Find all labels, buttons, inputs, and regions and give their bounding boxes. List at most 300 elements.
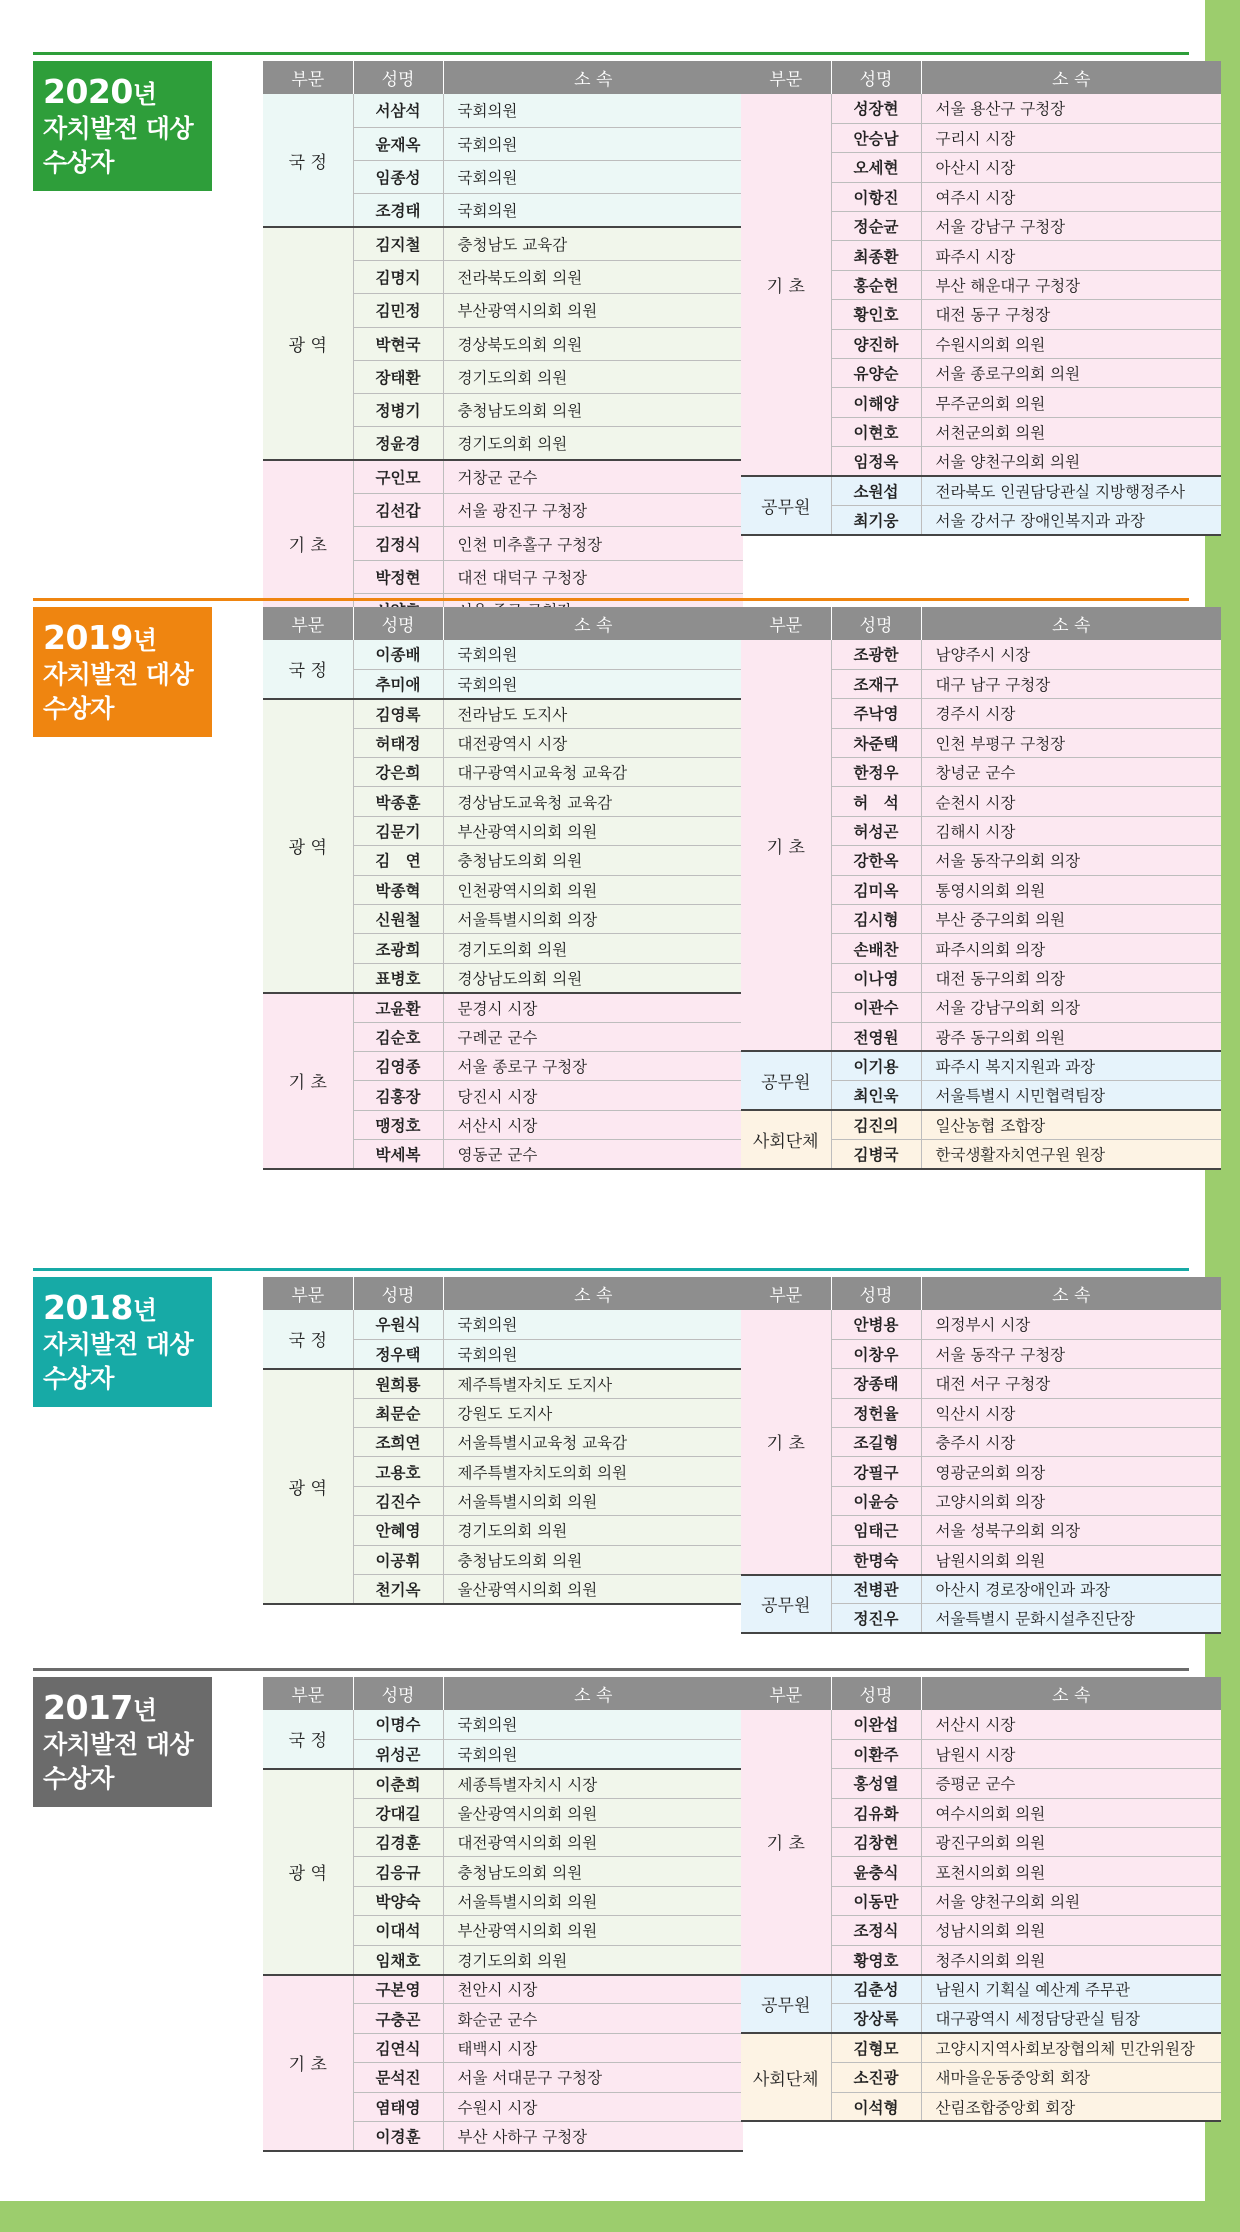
- badge-line-1: 자치발전 대상: [43, 1330, 194, 1359]
- name-header: 성명: [831, 61, 921, 94]
- badge-year: [43, 72, 212, 112]
- awardee-affiliation: 국회의원: [443, 127, 743, 160]
- awardee-affiliation: 서울 광진구 구청장: [443, 494, 743, 527]
- awardee-affiliation: 강원도 도지사: [443, 1398, 743, 1427]
- awardee-name: 이공휘: [353, 1545, 443, 1574]
- table-row: [263, 640, 743, 669]
- table-row: [741, 94, 1221, 123]
- awardee-name: 김응규: [353, 1857, 443, 1886]
- awardee-affiliation: 파주시 복지지원과 과장: [921, 1051, 1221, 1080]
- badge-line-2: 수상자: [43, 694, 114, 723]
- awardee-affiliation: 새마을운동중앙회 회장: [921, 2063, 1221, 2092]
- awardee-affiliation: 경기도의회 의원: [443, 360, 743, 393]
- table-row: [263, 1710, 743, 1739]
- awardee-name: 김민정: [353, 294, 443, 327]
- awardee-affiliation: 수원시 시장: [443, 2092, 743, 2121]
- awardee-name: 이현호: [831, 417, 921, 446]
- name-header: 성명: [353, 607, 443, 640]
- category-cell: 광 역: [263, 1369, 353, 1604]
- affiliation-header: 소 속: [921, 1277, 1221, 1310]
- category-header: 부문: [741, 1277, 831, 1310]
- year-badge: [33, 1277, 212, 1407]
- awardee-name: 이환주: [831, 1739, 921, 1768]
- category-cell: 국 정: [263, 640, 353, 699]
- awardee-name: 주낙영: [831, 699, 921, 728]
- awardee-name: 김춘성: [831, 1975, 921, 2004]
- awardee-name: 김경훈: [353, 1828, 443, 1857]
- awardee-affiliation: 광주 동구의회 의원: [921, 1022, 1221, 1051]
- award-section-2019: [33, 598, 1189, 1165]
- awardee-name: 정진우: [831, 1604, 921, 1633]
- year-suffix: 년: [132, 80, 157, 109]
- table-row: [263, 227, 743, 260]
- awardee-name: 염태영: [353, 2092, 443, 2121]
- awardee-affiliation: 고양시의회 의장: [921, 1486, 1221, 1515]
- awardee-affiliation: 남양주시 시장: [921, 640, 1221, 669]
- category-cell: 광 역: [263, 699, 353, 993]
- section-divider: [33, 1268, 1189, 1271]
- awardee-affiliation: 서울 종로구의회 의원: [921, 359, 1221, 388]
- awardee-name: 김문기: [353, 816, 443, 845]
- awardee-name: 김영록: [353, 699, 443, 728]
- awardee-affiliation: 전라남도 도지사: [443, 699, 743, 728]
- awardee-name: 김선갑: [353, 494, 443, 527]
- awardee-affiliation: 파주시 시장: [921, 241, 1221, 270]
- awardee-name: 조재구: [831, 669, 921, 698]
- awardee-name: 조정식: [831, 1916, 921, 1945]
- awardee-affiliation: 서산시 시장: [443, 1110, 743, 1139]
- table-row: [263, 1975, 743, 2004]
- awardee-name: 김 연: [353, 846, 443, 875]
- year-number: 2020: [43, 72, 133, 111]
- table-row: [741, 476, 1221, 505]
- table-row: [741, 1051, 1221, 1080]
- awardee-name: 조경태: [353, 194, 443, 227]
- awardee-affiliation: 남원시의회 의원: [921, 1545, 1221, 1574]
- awardee-name: 정헌율: [831, 1398, 921, 1427]
- awardee-name: 이창우: [831, 1339, 921, 1368]
- awardee-name: 임정옥: [831, 447, 921, 476]
- awardee-affiliation: 포천시의회 의원: [921, 1857, 1221, 1886]
- left-awardee-table: [263, 1677, 743, 2152]
- category-cell: 기 초: [263, 993, 353, 1169]
- awardee-affiliation: 구례군 군수: [443, 1022, 743, 1051]
- awardee-name: 이춘희: [353, 1769, 443, 1798]
- awardee-name: 전영원: [831, 1022, 921, 1051]
- awardee-name: 이항진: [831, 182, 921, 211]
- awardee-affiliation: 파주시의회 의장: [921, 934, 1221, 963]
- category-header: 부문: [741, 1677, 831, 1710]
- affiliation-header: 소 속: [443, 1277, 743, 1310]
- awardee-name: 안혜영: [353, 1516, 443, 1545]
- awardee-name: 김홍장: [353, 1081, 443, 1110]
- awardee-name: 조광희: [353, 934, 443, 963]
- table-row: [263, 94, 743, 127]
- awardee-name: 장상록: [831, 2004, 921, 2033]
- awardee-affiliation: 인천 미추홀구 구청장: [443, 527, 743, 560]
- year-suffix: 년: [132, 1296, 157, 1325]
- awardee-name: 김창현: [831, 1828, 921, 1857]
- awardee-affiliation: 부산광역시의회 의원: [443, 1916, 743, 1945]
- awardee-affiliation: 수원시의회 의원: [921, 329, 1221, 358]
- category-header: 부문: [263, 1677, 353, 1710]
- awardee-affiliation: 대전광역시의회 의원: [443, 1828, 743, 1857]
- table-row: [741, 1110, 1221, 1139]
- awardee-name: 고윤환: [353, 993, 443, 1022]
- category-cell: 사회단체: [741, 1110, 831, 1169]
- table-row: [263, 1769, 743, 1798]
- table-row: [741, 2033, 1221, 2062]
- awardee-affiliation: 울산광역시의회 의원: [443, 1575, 743, 1604]
- awardee-affiliation: 경기도의회 의원: [443, 1516, 743, 1545]
- awardee-name: 이완섭: [831, 1710, 921, 1739]
- awardee-affiliation: 광진구의회 의원: [921, 1828, 1221, 1857]
- awardee-name: 강한옥: [831, 846, 921, 875]
- awardee-affiliation: 충청남도의회 의원: [443, 1857, 743, 1886]
- awardee-name: 최종환: [831, 241, 921, 270]
- awardee-affiliation: 대전광역시 시장: [443, 728, 743, 757]
- awardee-affiliation: 거창군 군수: [443, 460, 743, 493]
- awardee-name: 구인모: [353, 460, 443, 493]
- awardee-affiliation: 경상남도교육청 교육감: [443, 787, 743, 816]
- awardee-affiliation: 익산시 시장: [921, 1398, 1221, 1427]
- awardee-name: 정윤경: [353, 427, 443, 460]
- awardee-name: 천기옥: [353, 1575, 443, 1604]
- awardee-affiliation: 서울 동작구 구청장: [921, 1339, 1221, 1368]
- name-header: 성명: [831, 607, 921, 640]
- awardee-affiliation: 서울 동작구의회 의장: [921, 846, 1221, 875]
- awardee-name: 고용호: [353, 1457, 443, 1486]
- left-awardee-table: [263, 607, 743, 1170]
- awardee-affiliation: 경상남도의회 의원: [443, 963, 743, 992]
- affiliation-header: 소 속: [921, 1677, 1221, 1710]
- category-cell: 국 정: [263, 1310, 353, 1369]
- category-cell: 광 역: [263, 1769, 353, 1975]
- awardee-name: 정병기: [353, 394, 443, 427]
- awardee-name: 이기용: [831, 1051, 921, 1080]
- section-divider: [33, 598, 1189, 601]
- awardee-affiliation: 서울 양천구의회 의원: [921, 1886, 1221, 1915]
- awardee-name: 강은희: [353, 758, 443, 787]
- section-divider: [33, 52, 1189, 55]
- awardee-affiliation: 제주특별자치도 도지사: [443, 1369, 743, 1398]
- category-header: 부문: [263, 607, 353, 640]
- awardee-affiliation: 서울 양천구의회 의원: [921, 447, 1221, 476]
- awardee-affiliation: 순천시 시장: [921, 787, 1221, 816]
- awardee-affiliation: 국회의원: [443, 1739, 743, 1768]
- awardee-name: 양진하: [831, 329, 921, 358]
- awardee-affiliation: 경상북도의회 의원: [443, 327, 743, 360]
- awardee-affiliation: 서울특별시교육청 교육감: [443, 1428, 743, 1457]
- awardee-affiliation: 대전 동구의회 의장: [921, 963, 1221, 992]
- awardee-affiliation: 산림조합중앙회 회장: [921, 2092, 1221, 2121]
- awardee-affiliation: 서울 성북구의회 의장: [921, 1516, 1221, 1545]
- awardee-affiliation: 청주시의회 의원: [921, 1945, 1221, 1974]
- category-cell: 기 초: [741, 1710, 831, 1975]
- name-header: 성명: [831, 1677, 921, 1710]
- awardee-affiliation: 구리시 시장: [921, 123, 1221, 152]
- awardee-affiliation: 서울 서대문구 구청장: [443, 2063, 743, 2092]
- table-row: [263, 699, 743, 728]
- awardee-affiliation: 서산시 시장: [921, 1710, 1221, 1739]
- awardee-name: 최문순: [353, 1398, 443, 1427]
- awardee-affiliation: 전라북도의회 의원: [443, 260, 743, 293]
- category-cell: 국 정: [263, 94, 353, 227]
- awardee-name: 오세현: [831, 153, 921, 182]
- awardee-name: 김순호: [353, 1022, 443, 1051]
- awardee-affiliation: 서울특별시의회 의원: [443, 1486, 743, 1515]
- awardee-affiliation: 경기도의회 의원: [443, 1945, 743, 1974]
- awardee-name: 김유화: [831, 1798, 921, 1827]
- awardee-name: 허 석: [831, 787, 921, 816]
- awardee-name: 원희룡: [353, 1369, 443, 1398]
- awardee-name: 이해양: [831, 388, 921, 417]
- awardee-affiliation: 대전 동구 구청장: [921, 300, 1221, 329]
- awardee-name: 위성곤: [353, 1739, 443, 1768]
- awardee-name: 허태정: [353, 728, 443, 757]
- awardee-affiliation: 경기도의회 의원: [443, 427, 743, 460]
- awardee-name: 박양숙: [353, 1886, 443, 1915]
- year-badge: [33, 1677, 212, 1807]
- awardee-affiliation: 대구광역시교육청 교육감: [443, 758, 743, 787]
- awardee-affiliation: 국회의원: [443, 669, 743, 698]
- awardee-affiliation: 서울특별시 시민협력팀장: [921, 1081, 1221, 1110]
- awardee-name: 최인욱: [831, 1081, 921, 1110]
- right-awardee-table: [741, 61, 1221, 536]
- awardee-affiliation: 고양시지역사회보장협의체 민간위원장: [921, 2033, 1221, 2062]
- awardee-name: 임태근: [831, 1516, 921, 1545]
- awardee-affiliation: 울산광역시의회 의원: [443, 1798, 743, 1827]
- awardee-affiliation: 서천군의회 의원: [921, 417, 1221, 446]
- affiliation-header: 소 속: [443, 1677, 743, 1710]
- awardee-affiliation: 여수시의회 의원: [921, 1798, 1221, 1827]
- awardee-name: 박종훈: [353, 787, 443, 816]
- awardee-name: 이관수: [831, 993, 921, 1022]
- category-header: 부문: [741, 607, 831, 640]
- awardee-affiliation: 인천 부평구 구청장: [921, 728, 1221, 757]
- awardee-name: 조희연: [353, 1428, 443, 1457]
- awardee-name: 김지철: [353, 227, 443, 260]
- name-header: 성명: [353, 61, 443, 94]
- left-awardee-table: [263, 61, 743, 628]
- awardee-affiliation: 대구광역시 세정담당관실 팀장: [921, 2004, 1221, 2033]
- awardee-name: 허성곤: [831, 816, 921, 845]
- awardee-name: 이명수: [353, 1710, 443, 1739]
- awardee-affiliation: 부산 중구의회 의원: [921, 905, 1221, 934]
- table-row: [263, 993, 743, 1022]
- awardee-affiliation: 부산 사하구 구청장: [443, 2121, 743, 2150]
- awardee-affiliation: 일산농협 조합장: [921, 1110, 1221, 1139]
- awardee-affiliation: 국회의원: [443, 1310, 743, 1339]
- awardee-affiliation: 충청남도의회 의원: [443, 1545, 743, 1574]
- awardee-name: 정순균: [831, 212, 921, 241]
- awardee-name: 안승남: [831, 123, 921, 152]
- awardee-name: 강대길: [353, 1798, 443, 1827]
- awardee-affiliation: 당진시 시장: [443, 1081, 743, 1110]
- awardee-name: 최기웅: [831, 505, 921, 534]
- awardee-affiliation: 국회의원: [443, 640, 743, 669]
- awardee-affiliation: 서울 강남구 구청장: [921, 212, 1221, 241]
- awardee-name: 이경훈: [353, 2121, 443, 2150]
- year-number: 2018: [43, 1288, 133, 1327]
- award-section-2020: [33, 52, 1189, 612]
- awardee-affiliation: 경주시 시장: [921, 699, 1221, 728]
- awardee-affiliation: 대구 남구 구청장: [921, 669, 1221, 698]
- awardee-affiliation: 국회의원: [443, 94, 743, 127]
- awardee-affiliation: 서울특별시의회 의장: [443, 905, 743, 934]
- awardee-affiliation: 남원시 기획실 예산계 주무관: [921, 1975, 1221, 2004]
- awardee-affiliation: 국회의원: [443, 1710, 743, 1739]
- awardee-name: 한명숙: [831, 1545, 921, 1574]
- awardee-affiliation: 대전 대덕구 구청장: [443, 560, 743, 593]
- year-suffix: 년: [132, 1696, 157, 1725]
- awardee-name: 황영호: [831, 1945, 921, 1974]
- name-header: 성명: [353, 1677, 443, 1710]
- category-cell: 공무원: [741, 1051, 831, 1110]
- name-header: 성명: [353, 1277, 443, 1310]
- awardee-affiliation: 국회의원: [443, 194, 743, 227]
- category-cell: 기 초: [263, 460, 353, 626]
- awardee-affiliation: 부산 해운대구 구청장: [921, 270, 1221, 299]
- awardee-name: 이종배: [353, 640, 443, 669]
- category-cell: 공무원: [741, 1975, 831, 2034]
- awardee-affiliation: 아산시 경로장애인과 과장: [921, 1575, 1221, 1604]
- awardee-name: 이윤승: [831, 1486, 921, 1515]
- awardee-name: 소원섭: [831, 476, 921, 505]
- awardee-name: 강필구: [831, 1457, 921, 1486]
- right-awardee-table: [741, 607, 1221, 1170]
- awardee-name: 유양순: [831, 359, 921, 388]
- badge-line-2: 수상자: [43, 148, 114, 177]
- awardee-name: 한정우: [831, 758, 921, 787]
- badge-line-2: 수상자: [43, 1764, 114, 1793]
- awardee-affiliation: 충청남도의회 의원: [443, 846, 743, 875]
- awardee-affiliation: 영광군의회 의장: [921, 1457, 1221, 1486]
- category-cell: 공무원: [741, 476, 831, 535]
- table-row: [741, 640, 1221, 669]
- category-cell: 공무원: [741, 1575, 831, 1634]
- awardee-affiliation: 서울 강남구의회 의장: [921, 993, 1221, 1022]
- awardee-affiliation: 통영시의회 의원: [921, 875, 1221, 904]
- awardee-affiliation: 김해시 시장: [921, 816, 1221, 845]
- awardee-name: 우원식: [353, 1310, 443, 1339]
- awardee-affiliation: 대전 서구 구청장: [921, 1369, 1221, 1398]
- awardee-name: 김형모: [831, 2033, 921, 2062]
- awardee-affiliation: 남원시 시장: [921, 1739, 1221, 1768]
- affiliation-header: 소 속: [921, 61, 1221, 94]
- awardee-name: 안병용: [831, 1310, 921, 1339]
- awardee-affiliation: 세종특별자치시 시장: [443, 1769, 743, 1798]
- awardee-name: 김진의: [831, 1110, 921, 1139]
- awardee-affiliation: 성남시의회 의원: [921, 1916, 1221, 1945]
- awardee-affiliation: 한국생활자치연구원 원장: [921, 1140, 1221, 1169]
- awardee-name: 차준택: [831, 728, 921, 757]
- awardee-affiliation: 태백시 시장: [443, 2033, 743, 2062]
- awardee-affiliation: 충청남도의회 의원: [443, 394, 743, 427]
- awardee-affiliation: 무주군의회 의원: [921, 388, 1221, 417]
- awardee-name: 조광한: [831, 640, 921, 669]
- awardee-affiliation: 의정부시 시장: [921, 1310, 1221, 1339]
- table-row: [741, 1975, 1221, 2004]
- table-row: [741, 1575, 1221, 1604]
- right-awardee-table: [741, 1677, 1221, 2122]
- badge-line-1: 자치발전 대상: [43, 114, 194, 143]
- awardee-affiliation: 서울 강서구 장애인복지과 과장: [921, 505, 1221, 534]
- category-cell: 기 초: [741, 640, 831, 1051]
- awardee-name: 김명지: [353, 260, 443, 293]
- year-badge: [33, 607, 212, 737]
- awardee-name: 성장현: [831, 94, 921, 123]
- awardee-affiliation: 국회의원: [443, 1339, 743, 1368]
- awardee-name: 윤충식: [831, 1857, 921, 1886]
- awardee-affiliation: 영동군 군수: [443, 1140, 743, 1169]
- category-header: 부문: [263, 61, 353, 94]
- affiliation-header: 소 속: [443, 607, 743, 640]
- awardee-name: 장종태: [831, 1369, 921, 1398]
- awardee-affiliation: 경기도의회 의원: [443, 934, 743, 963]
- affiliation-header: 소 속: [443, 61, 743, 94]
- awardee-name: 김연식: [353, 2033, 443, 2062]
- awardee-affiliation: 전라북도 인권담당관실 지방행정주사: [921, 476, 1221, 505]
- awardee-affiliation: 여주시 시장: [921, 182, 1221, 211]
- awardee-name: 박세복: [353, 1140, 443, 1169]
- awardee-affiliation: 부산광역시의회 의원: [443, 816, 743, 845]
- table-row: [741, 1310, 1221, 1339]
- awardee-name: 구충곤: [353, 2004, 443, 2033]
- badge-year: [43, 1688, 212, 1728]
- awardee-name: 김미옥: [831, 875, 921, 904]
- badge-line-2: 수상자: [43, 1364, 114, 1393]
- category-cell: 기 초: [263, 1975, 353, 2151]
- category-header: 부문: [741, 61, 831, 94]
- awardee-name: 이대석: [353, 1916, 443, 1945]
- awardee-affiliation: 인천광역시의회 의원: [443, 875, 743, 904]
- category-cell: 기 초: [741, 1310, 831, 1575]
- awardee-name: 전병관: [831, 1575, 921, 1604]
- awardee-name: 박종혁: [353, 875, 443, 904]
- left-awardee-table: [263, 1277, 743, 1605]
- table-row: [741, 1710, 1221, 1739]
- category-cell: 기 초: [741, 94, 831, 476]
- awardee-name: 홍순헌: [831, 270, 921, 299]
- awardee-name: 김병국: [831, 1140, 921, 1169]
- awardee-affiliation: 천안시 시장: [443, 1975, 743, 2004]
- badge-line-1: 자치발전 대상: [43, 1730, 194, 1759]
- awardee-name: 표병호: [353, 963, 443, 992]
- awardee-name: 이나영: [831, 963, 921, 992]
- awardee-name: 임종성: [353, 161, 443, 194]
- awardee-name: 소진광: [831, 2063, 921, 2092]
- category-cell: 국 정: [263, 1710, 353, 1769]
- awardee-name: 김시형: [831, 905, 921, 934]
- badge-year: [43, 618, 212, 658]
- awardee-name: 추미애: [353, 669, 443, 698]
- awardee-affiliation: 아산시 시장: [921, 153, 1221, 182]
- awardee-name: 홍성열: [831, 1769, 921, 1798]
- awardee-name: 윤재옥: [353, 127, 443, 160]
- awardee-name: 서삼석: [353, 94, 443, 127]
- year-suffix: 년: [132, 626, 157, 655]
- badge-year: [43, 1288, 212, 1328]
- awardee-affiliation: 서울 용산구 구청장: [921, 94, 1221, 123]
- awardee-affiliation: 증평군 군수: [921, 1769, 1221, 1798]
- awardee-name: 황인호: [831, 300, 921, 329]
- awardee-name: 김정식: [353, 527, 443, 560]
- year-number: 2017: [43, 1688, 133, 1727]
- awardee-name: 조길형: [831, 1428, 921, 1457]
- awardee-name: 임채호: [353, 1945, 443, 1974]
- section-divider: [33, 1668, 1189, 1671]
